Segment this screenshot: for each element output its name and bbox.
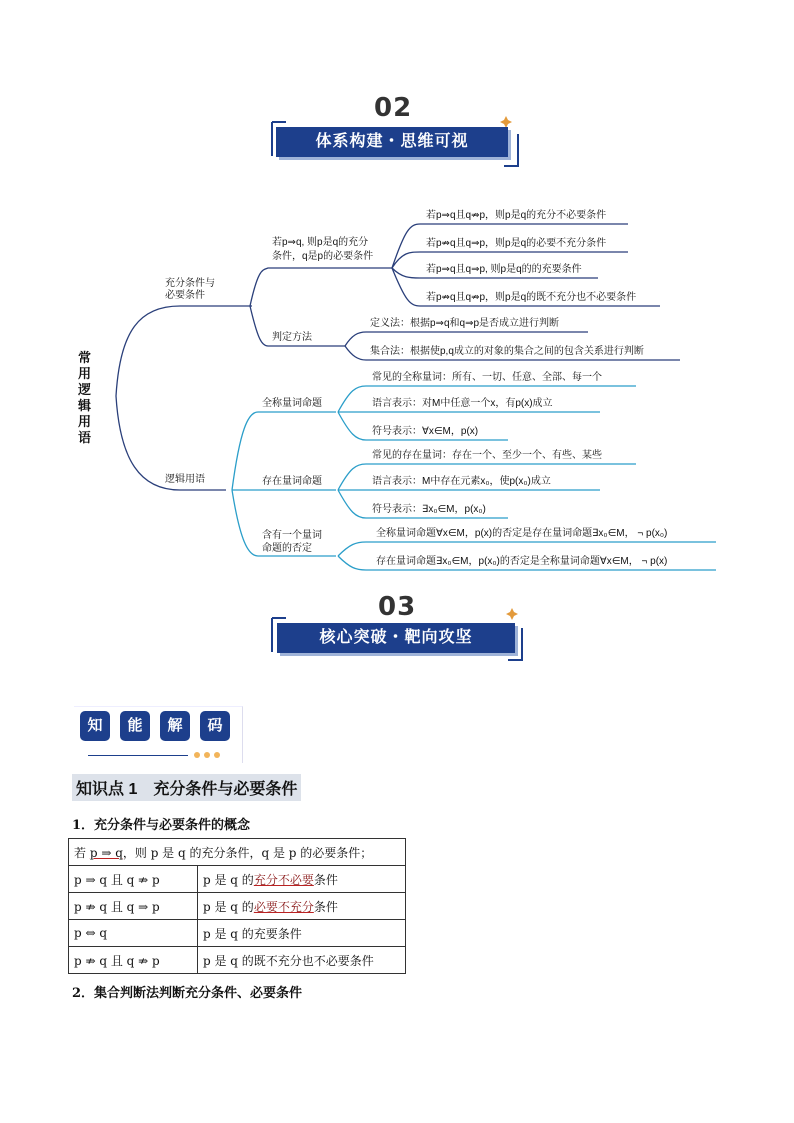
mindmap-b1-sub1-label-2: 条件，q是p的必要条件 — [272, 251, 374, 262]
mindmap-lines — [0, 190, 794, 580]
badge-zhi: 知 — [80, 711, 110, 741]
mindmap-b2-sub2-leaf-3: 符号表示：∃x₀∈M，p(x₀) — [372, 504, 486, 515]
mindmap-b1-sub2-leaf-2: 集合法：根据使p,q成立的对象的集合之间的包含关系进行判断 — [370, 346, 644, 357]
mindmap-b1-sub1-label-1: 若p⇒q, 则p是q的充分 — [272, 237, 369, 248]
mindmap-b2-sub2-leaf-1: 常见的存在量词：存在一个、至少一个、有些、某些 — [372, 450, 602, 461]
mindmap-b2-sub3-leaf-1: 全称量词命题∀x∈M，p(x)的否定是存在量词命题∃x₀∈M， ¬ p(x₀) — [376, 528, 668, 539]
mindmap-b1-sub1-leaf-2: 若p⇏q且q⇒p，则p是q的必要不充分条件 — [426, 238, 607, 249]
table-header-row — [69, 839, 406, 866]
condition-cell: p ⇏ q 且 q ⇏ p — [69, 947, 198, 974]
knowledge-point-title: 知识点 1 充分条件与必要条件 — [72, 774, 301, 801]
mindmap-b2-sub3-label-1: 含有一个量词 — [262, 530, 322, 541]
badge-ma: 码 — [200, 711, 230, 741]
table-row — [69, 893, 406, 920]
conclusion-cell — [198, 920, 406, 947]
section-02-title: 体系构建・思维可视 — [276, 127, 508, 157]
conclusion-post: 条件 — [313, 899, 338, 914]
mindmap-b1-sub2-label: 判定方法 — [272, 332, 312, 343]
mindmap-branch1-label-1: 充分条件与 — [165, 278, 215, 289]
conclusion-pre: p 是 q 的 — [203, 872, 254, 887]
table-header-cell — [69, 839, 406, 866]
mindmap-b1-sub1-leaf-4: 若p⇏q且q⇏p，则p是q的既不充分也不必要条件 — [426, 292, 637, 303]
condition-cell: p ⇏ q 且 q ⇒ p — [69, 893, 198, 920]
mindmap-b2-sub1-leaf-2: 语言表示：对M中任意一个x，有p(x)成立 — [372, 398, 553, 409]
conclusion-cell — [198, 893, 406, 920]
conclusion-pre: p 是 q 的充要条件 — [203, 926, 302, 941]
header-formula: p ⇒ q — [89, 845, 123, 860]
mindmap-root: 常用逻辑用语 — [78, 350, 92, 445]
mindmap-b2-sub3-label-2: 命题的否定 — [262, 543, 312, 554]
mindmap-branch1-label-2: 必要条件 — [165, 290, 205, 301]
conclusion-cell — [198, 866, 406, 893]
conclusion-post: 条件 — [313, 872, 338, 887]
table-row — [69, 920, 406, 947]
section-03-title: 核心突破・靶向攻坚 — [277, 623, 515, 653]
mindmap-b2-sub2-leaf-2: 语言表示：M中存在元素x₀，使p(x₀)成立 — [372, 476, 551, 487]
heading-1: 1．充分条件与必要条件的概念 — [72, 818, 251, 833]
table-row — [69, 947, 406, 974]
mindmap-b2-sub1-leaf-1: 常见的全称量词：所有、一切、任意、全部、每一个 — [372, 372, 602, 383]
mindmap-b2-sub1-label: 全称量词命题 — [262, 398, 322, 409]
header-pre: 若 — [74, 845, 90, 860]
conclusion-emph: 必要不充分 — [253, 899, 314, 914]
badge-dot-3 — [214, 752, 220, 758]
badge-dot-2 — [204, 752, 210, 758]
badge-neng: 能 — [120, 711, 150, 741]
knowledge-badges — [74, 706, 243, 763]
mindmap-b1-sub1-leaf-3: 若p⇒q且q⇒p, 则p是q的的充要条件 — [426, 264, 582, 275]
table-row — [69, 866, 406, 893]
mindmap-branch2-label: 逻辑用语 — [165, 474, 205, 485]
badge-dot-1 — [194, 752, 200, 758]
conclusion-pre: p 是 q 的 — [203, 899, 254, 914]
conclusion-pre: p 是 q 的既不充分也不必要条件 — [203, 953, 374, 968]
badge-underline — [88, 755, 188, 756]
condition-cell: p ⇒ q 且 q ⇏ p — [69, 866, 198, 893]
badge-jie: 解 — [160, 711, 190, 741]
section-number-02: 02 — [374, 93, 413, 123]
header-post: ，则 p 是 q 的充分条件，q 是 p 的必要条件； — [122, 845, 373, 860]
condition-cell: p ⇔ q — [69, 920, 198, 947]
mindmap-b2-sub1-leaf-3: 符号表示：∀x∈M，p(x) — [372, 426, 479, 437]
conclusion-cell — [198, 947, 406, 974]
mindmap-b2-sub2-label: 存在量词命题 — [262, 476, 322, 487]
definition-table — [68, 838, 406, 974]
mindmap-b2-sub3-leaf-2: 存在量词命题∃x₀∈M，p(x₀)的否定是全称量词命题∀x∈M， ¬ p(x) — [376, 556, 668, 567]
heading-2: 2．集合判断法判断充分条件、必要条件 — [72, 986, 303, 1001]
mindmap-b1-sub1-leaf-1: 若p⇒q且q⇏p，则p是q的充分不必要条件 — [426, 210, 607, 221]
conclusion-emph: 充分不必要 — [253, 872, 314, 887]
mindmap-b1-sub2-leaf-1: 定义法：根据p⇒q和q⇒p是否成立进行判断 — [370, 318, 560, 329]
section-number-03: 03 — [378, 592, 417, 622]
